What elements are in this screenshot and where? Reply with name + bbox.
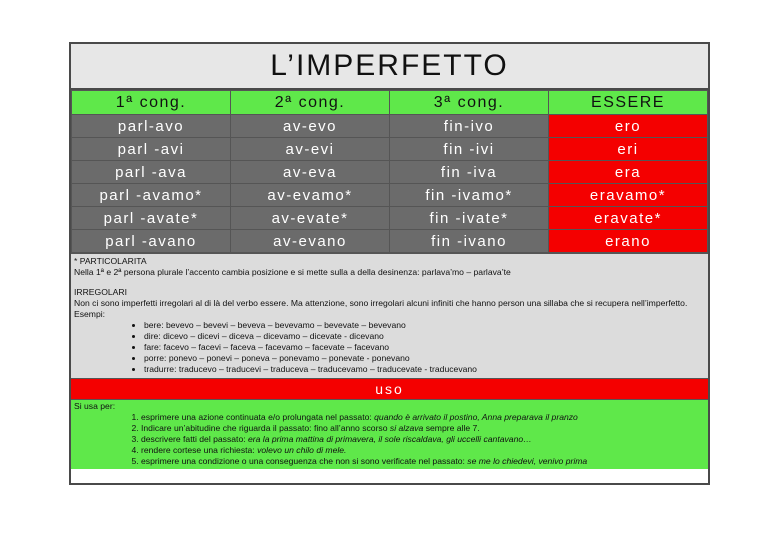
cell-cong-1: parl -avi <box>72 138 231 161</box>
example-text: volevo un chilo di mele. <box>257 445 347 455</box>
list-item: • dire: dicevo – dicevi – diceva – dicevamo – dicevate - dicevano <box>144 331 705 342</box>
imperfetto-sheet <box>69 42 710 485</box>
irregolari-list <box>74 320 705 375</box>
cell-cong-3: fin -ivano <box>390 230 549 253</box>
uses-section <box>71 400 708 469</box>
particolarita-heading: * PARTICOLARITA <box>74 256 147 266</box>
uso-intro: Si usa per: <box>74 401 116 411</box>
cell-cong-1: parl -avamo* <box>72 184 231 207</box>
uso-heading: uso <box>71 378 708 400</box>
header-cong-2: 2ª cong. <box>231 91 390 115</box>
cell-essere: eravamo* <box>549 184 708 207</box>
cell-cong-1: parl-avo <box>72 115 231 138</box>
cell-cong-3: fin -ivamo* <box>390 184 549 207</box>
header-essere: ESSERE <box>549 91 708 115</box>
cell-cong-2: av-eva <box>231 161 390 184</box>
list-item: • porre: ponevo – ponevi – poneva – ponevamo – ponevate - ponevano <box>144 353 705 364</box>
cell-cong-1: parl -avano <box>72 230 231 253</box>
example-text: si alzava <box>389 423 424 433</box>
example-text: se me lo chiedevi, venivo prima <box>467 456 588 466</box>
list-item: 4. rendere cortese una richiesta: volevo un chilo di mele. <box>141 445 705 456</box>
cell-essere: ero <box>549 115 708 138</box>
list-item: 3. descrivere fatti del passato: era la prima mattina di primavera, il sole riscaldava, gli uccelli cantavano… <box>141 434 705 445</box>
cell-essere: eravate* <box>549 207 708 230</box>
cell-essere: era <box>549 161 708 184</box>
particolarita-text: Nella 1ª e 2ª persona plurale l’accento cambia posizione e si mette sulla a della desinenza: parlava’mo – parlava’te <box>74 267 511 277</box>
header-cong-1: 1ª cong. <box>72 91 231 115</box>
table-row <box>72 207 708 230</box>
table-row <box>72 184 708 207</box>
list-item: 1. esprimere una azione continuata e/o prolungata nel passato: quando è arrivato il postino, Anna preparava il pranzo <box>141 412 705 423</box>
cell-cong-3: fin -ivate* <box>390 207 549 230</box>
cell-cong-2: av-evo <box>231 115 390 138</box>
table-row <box>72 138 708 161</box>
example-text: era la prima mattina di primavera, il sole riscaldava, gli uccelli cantavano… <box>248 434 532 444</box>
table-row <box>72 115 708 138</box>
list-item: • fare: facevo – facevi – faceva – facevamo – facevate – facevano <box>144 342 705 353</box>
list-item: • tradurre: traducevo – traducevi – traduceva – traducevamo – traducevate - traducevano <box>144 364 705 375</box>
list-item: 5. esprimere una condizione o una conseguenza che non si sono verificate nel passato: se me lo chiedevi, venivo prima <box>141 456 705 467</box>
cell-essere: eri <box>549 138 708 161</box>
cell-cong-3: fin -iva <box>390 161 549 184</box>
list-item: • bere: bevevo – bevevi – beveva – bevevamo – bevevate – bevevano <box>144 320 705 331</box>
cell-cong-3: fin-ivo <box>390 115 549 138</box>
example-text: quando è arrivato il postino, Anna preparava il pranzo <box>374 412 578 422</box>
conjugation-table <box>71 90 708 253</box>
irregolari-heading: IRREGOLARI <box>74 287 128 297</box>
cell-cong-2: av-evano <box>231 230 390 253</box>
cell-cong-3: fin -ivi <box>390 138 549 161</box>
table-row <box>72 230 708 253</box>
cell-cong-2: av-evamo* <box>231 184 390 207</box>
table-header-row <box>72 91 708 115</box>
page-title: L’IMPERFETTO <box>71 44 708 90</box>
cell-cong-1: parl -avate* <box>72 207 231 230</box>
header-cong-3: 3ª cong. <box>390 91 549 115</box>
notes-section <box>71 253 708 378</box>
uses-list <box>74 412 705 467</box>
cell-cong-1: parl -ava <box>72 161 231 184</box>
irregolari-text: Non ci sono imperfetti irregolari al di là del verbo essere. Ma attenzione, sono irregolari alcuni infiniti che hanno person una sillaba che si recupera nell’imperfetto. Esempi: <box>74 298 688 319</box>
cell-cong-2: av-evi <box>231 138 390 161</box>
table-row <box>72 161 708 184</box>
list-item: 2. Indicare un’abitudine che riguarda il passato: fino all’anno scorso si alzava sempre alle 7. <box>141 423 705 434</box>
cell-cong-2: av-evate* <box>231 207 390 230</box>
cell-essere: erano <box>549 230 708 253</box>
